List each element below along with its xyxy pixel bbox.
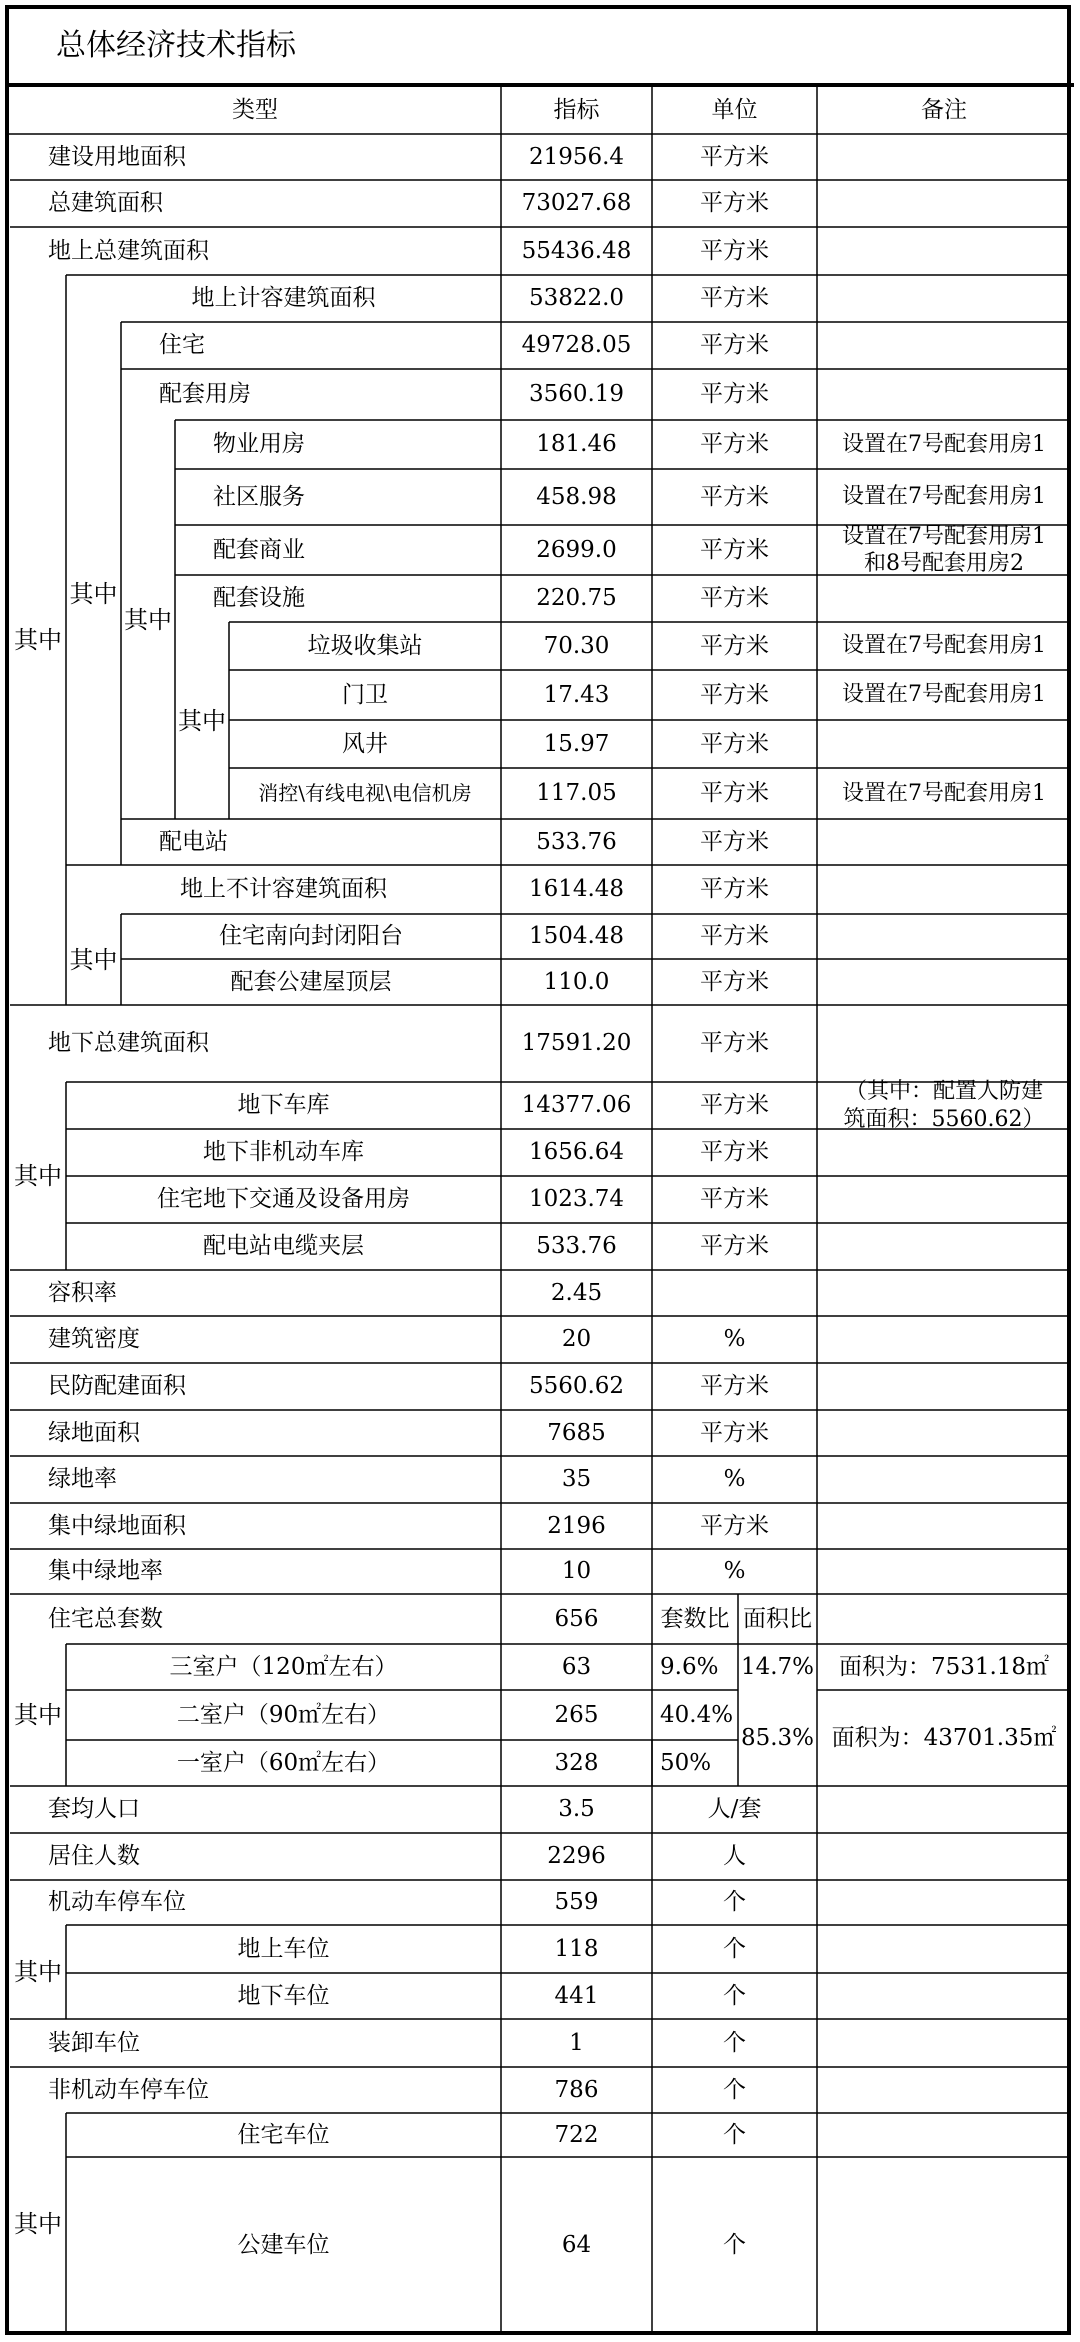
group-label: 其中 [14,626,62,654]
row-unit: 平方米 [700,780,769,807]
row-value: 64 [561,2232,592,2259]
group-label: 其中 [14,1162,62,1190]
row-name: 公建车位 [237,2232,330,2259]
row-name: 配电站电缆夹层 [203,1233,364,1260]
row-value: 17.43 [543,681,610,708]
row-unit: 平方米 [700,143,769,170]
row-value: 458.98 [536,483,617,510]
header-type: 类型 [232,97,278,124]
row-name: 住宅南向封闭阳台 [219,923,403,950]
row-value: 1023.74 [528,1186,625,1213]
row-value: 265 [554,1701,599,1728]
row-value: 181.46 [536,431,617,458]
group-label: 其中 [69,579,118,608]
row-value: 656 [554,1605,599,1632]
row-unit: 平方米 [700,1139,769,1166]
row-note: 设置在7号配套用房1 和8号配套用房2 [842,523,1046,576]
row-name: 地下车位 [237,1982,330,2009]
row-unit: 平方米 [700,681,769,708]
row-name: 住宅总套数 [48,1605,163,1632]
row-name: 地下总建筑面积 [48,1030,209,1057]
row-unit: 平方米 [700,1186,769,1213]
row-name: 地上车位 [237,1935,330,1962]
row-name: 地上计容建筑面积 [191,285,376,312]
row-value: 1504.48 [528,923,625,950]
row-value: 2296 [547,1843,606,1870]
row-unit: 平方米 [700,1373,769,1400]
header-note: 备注 [921,97,967,124]
row-value: 55436.48 [521,237,632,264]
row-value: 14377.06 [521,1092,632,1119]
row-unit: 平方米 [700,431,769,458]
row-unit: 平方米 [700,237,769,264]
row-note: 设置在7号配套用房1 [842,484,1046,510]
row-unit: 平方米 [700,1092,769,1119]
indicator-table [9,87,1071,2334]
row-value: 7685 [547,1419,606,1446]
row-unit: 平方米 [700,1030,769,1057]
row-name: 配套设施 [213,585,305,612]
row-unit: 平方米 [700,968,769,995]
row-name: 地上不计容建筑面积 [180,876,387,903]
row-name: 配套商业 [213,536,305,563]
area-ratio-header: 面积比 [743,1605,812,1632]
row-name: 住宅 [159,332,205,359]
row-name: 容积率 [48,1279,117,1306]
header-unit: 单位 [711,97,758,124]
row-unit: 人/套 [707,1796,762,1823]
row-value: 49728.05 [521,332,632,359]
row-unit: 个 [723,2121,746,2148]
row-value: 722 [554,2121,599,2148]
row-unit: 平方米 [700,632,769,659]
row-name: 配套公建屋顶层 [230,968,392,995]
row-name: 机动车停车位 [48,1889,186,1916]
row-name: 二室户（90㎡左右） [176,1701,391,1728]
document-title: 总体经济技术指标 [6,9,1074,87]
row-name: 绿地面积 [48,1419,140,1446]
row-name: 绿地率 [48,1466,117,1493]
row-value: 15.97 [543,730,610,757]
area-note: 面积为：43701.35㎡ [831,1724,1057,1751]
row-unit: % [723,1466,746,1493]
row-value: 2699.0 [536,536,617,563]
row-value: 220.75 [536,585,617,612]
area-ratio: 85.3% [740,1724,815,1751]
row-name: 配套用房 [159,381,251,408]
row-value: 20 [561,1326,592,1353]
row-value: 63 [561,1653,592,1680]
row-name: 建筑密度 [48,1326,140,1353]
row-unit: 人 [723,1843,746,1870]
row-unit [652,1270,817,1316]
row-unit: 平方米 [700,536,769,563]
row-unit: % [723,1558,746,1585]
row-unit: 个 [723,1935,746,1962]
row-unit: % [723,1326,746,1353]
row-unit: 个 [723,1982,746,2009]
row-value: 53822.0 [528,285,625,312]
row-name: 集中绿地面积 [48,1512,186,1539]
group-label: 其中 [14,2209,62,2238]
row-value: 5560.62 [528,1373,625,1400]
row-name: 物业用房 [213,431,305,458]
header-value: 指标 [553,97,600,124]
row-unit: 平方米 [700,923,769,950]
row-unit: 平方米 [700,1512,769,1539]
row-name: 建设用地面积 [48,143,186,170]
area-note: 面积为：7531.18㎡ [838,1653,1050,1680]
row-unit: 个 [723,2076,746,2103]
row-unit: 个 [723,2232,746,2259]
row-note: 设置在7号配套用房1 [842,431,1046,457]
row-name: 地下非机动车库 [203,1139,364,1166]
row-unit: 平方米 [700,876,769,903]
row-value: 21956.4 [528,143,625,170]
group-label: 其中 [14,1701,62,1729]
row-name: 社区服务 [213,483,305,510]
row-value: 441 [554,1982,599,2009]
row-name: 地上总建筑面积 [48,237,209,264]
row-value: 559 [554,1889,599,1916]
row-unit: 平方米 [700,190,769,217]
row-name: 一室户（60㎡左右） [176,1749,391,1776]
row-value: 118 [554,1935,599,1962]
row-value: 328 [554,1749,599,1776]
row-value: 786 [554,2076,599,2103]
row-unit: 平方米 [700,1419,769,1446]
row-unit: 平方米 [700,483,769,510]
row-name: 消控\有线电视\电信机房 [258,781,472,805]
row-name: 集中绿地率 [48,1558,163,1585]
count-ratio: 9.6% [660,1653,719,1680]
row-value: 3.5 [558,1796,595,1823]
row-name: 非机动车停车位 [48,2076,209,2103]
row-name: 门卫 [342,681,388,708]
row-value: 10 [561,1558,592,1585]
row-name: 住宅车位 [237,2121,330,2148]
row-unit: 平方米 [700,332,769,359]
count-ratio: 50% [660,1749,712,1776]
row-unit: 平方米 [700,828,769,855]
row-note: （其中：配置人防建 筑面积：5560.62） [843,1079,1045,1132]
row-name: 套均人口 [48,1796,140,1823]
row-value: 1614.48 [528,876,625,903]
row-unit: 平方米 [700,285,769,312]
row-name: 总建筑面积 [48,190,163,217]
row-note: 设置在7号配套用房1 [842,682,1046,708]
row-unit: 平方米 [700,585,769,612]
row-value: 73027.68 [521,190,632,217]
group-label: 其中 [124,605,172,634]
row-value: 533.76 [536,828,617,855]
row-value: 70.30 [543,632,610,659]
row-value: 17591.20 [521,1030,632,1057]
row-value: 2196 [547,1512,606,1539]
row-value: 1656.64 [528,1139,625,1166]
row-value: 1 [569,2029,584,2056]
row-name: 住宅地下交通及设备用房 [157,1186,410,1213]
row-unit: 平方米 [700,1233,769,1260]
row-value: 117.05 [536,780,617,807]
row-unit: 平方米 [700,730,769,757]
row-value: 2.45 [550,1279,603,1306]
area-ratio: 14.7% [740,1653,815,1680]
row-name: 装卸车位 [48,2029,140,2056]
row-value: 3560.19 [528,381,625,408]
group-label: 其中 [69,945,118,974]
row-value: 35 [561,1466,592,1493]
row-name: 垃圾收集站 [307,632,423,659]
row-unit: 平方米 [700,381,769,408]
row-unit: 个 [723,1889,746,1916]
row-name: 居住人数 [48,1843,140,1870]
row-note: 设置在7号配套用房1 [842,633,1046,659]
group-label: 其中 [14,1958,62,1986]
row-note: 设置在7号配套用房1 [842,780,1046,806]
row-value: 110.0 [543,968,610,995]
row-name: 民防配建面积 [48,1373,186,1400]
row-unit: 个 [723,2029,746,2056]
row-name: 三室户（120㎡左右） [169,1653,398,1680]
row-name: 风井 [342,730,388,757]
row-value: 533.76 [536,1233,617,1260]
count-ratio: 40.4% [660,1701,734,1728]
row-name: 配电站 [159,828,228,855]
row-name: 地下车库 [237,1092,330,1119]
count-ratio-header: 套数比 [660,1605,730,1632]
group-label: 其中 [178,706,226,735]
